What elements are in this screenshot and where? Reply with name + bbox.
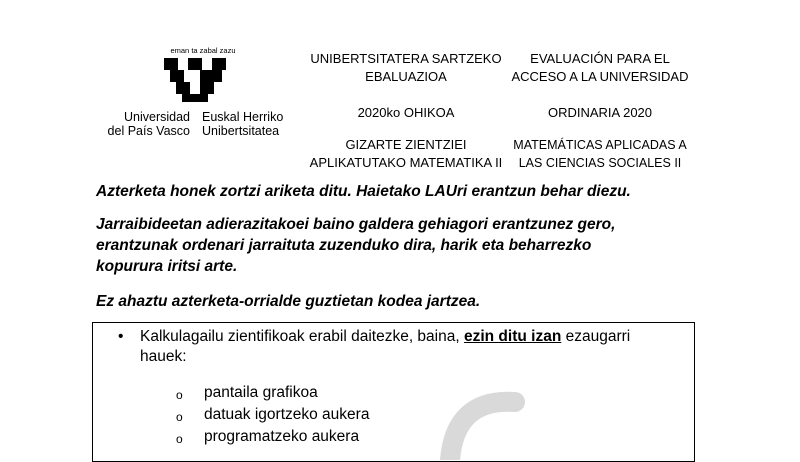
emphasized-phrase: ezin ditu izan <box>463 328 562 345</box>
header-spanish <box>510 50 690 170</box>
calculator-notice-text: Kalkulagailu zientifikoak erabil daitezke, baina, ezin ditu izan ezaugarri hauek: <box>140 328 631 365</box>
header-basque-title: UNIBERTSITATERA SARTZEKO EBALUAZIOA <box>310 51 502 84</box>
logo-tagline: eman ta zabal zazu <box>170 46 236 55</box>
header-basque-subject: GIZARTE ZIENTZIEI APLIKATUTAKO MATEMATIKA II <box>309 137 503 170</box>
logo-basque-name: Euskal Herriko Unibertsitatea <box>202 110 284 138</box>
logo-spanish-name: Universidad del País Vasco <box>107 110 190 138</box>
instruction-paragraph-2: Jarraibideetan adierazitakoei baino galdera gehiagori erantzunez gero, erantzunak ordenari jarraituta zuzenduko dira, harik eta beharrezko kopurura iritsi arte. <box>96 216 616 275</box>
header-basque-session: 2020ko OHIKOA <box>357 105 455 120</box>
header-spanish-session: ORDINARIA 2020 <box>547 105 653 120</box>
instruction-paragraph-1: Azterketa honek zortzi ariketa ditu. Haietako LAUri erantzun behar diezu. <box>96 183 631 200</box>
header-basque <box>292 50 520 170</box>
sub-bullet-icon: o <box>176 432 183 446</box>
university-logo <box>90 46 300 141</box>
header-spanish-subject: MATEMÁTICAS APLICADAS A LAS CIENCIAS SOCIALES II <box>513 138 687 170</box>
university-emblem-icon <box>162 56 228 102</box>
instruction-paragraph-3: Ez ahaztu azterketa-orrialde guztietan kodea jartzea. <box>96 293 481 310</box>
sub-bullet-icon: o <box>176 388 183 402</box>
watermark-arc <box>420 380 720 460</box>
bullet-icon: • <box>118 328 124 345</box>
header-spanish-title: EVALUACIÓN PARA EL ACCESO A LA UNIVERSIDAD <box>511 51 689 84</box>
sub-bullet-icon: o <box>176 410 183 424</box>
